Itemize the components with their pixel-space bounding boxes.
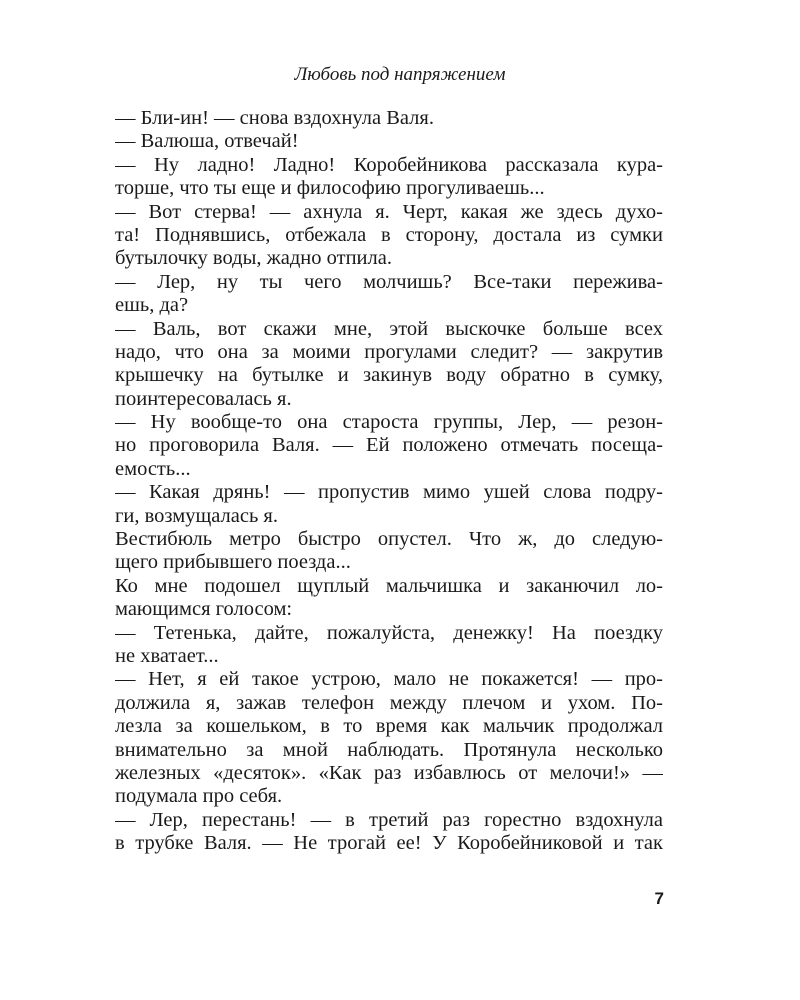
text-line: — Валюша, отвечай!	[115, 130, 299, 153]
page-number: 7	[654, 889, 664, 908]
text-line: мающимся голосом:	[115, 598, 293, 621]
text-line: та! Поднявшись, отбежала в сторону, достала из сумки	[115, 223, 663, 246]
text-line: в трубке Валя. — Не трогай ее! У Коробейниковой и так	[115, 832, 663, 855]
text-line: — Бли-ин! — снова вздохнула Валя.	[115, 107, 434, 129]
text-line: надо, что она за моими прогулами следит? — закрутив	[115, 340, 663, 363]
text-line: — Тетенька, дайте, пожалуйста, денежку! На поездку	[115, 621, 663, 644]
text-line: не хватает...	[115, 644, 219, 667]
text-line: внимательно за мной наблюдать. Протянула несколько	[115, 738, 663, 761]
text-line: ешь, да?	[115, 294, 189, 317]
text-line: Вестибюль метро быстро опустел. Что ж, до следую-	[115, 528, 663, 551]
text-line: — Валь, вот скажи мне, этой выскочке больше всех	[115, 317, 663, 340]
text-line: щего прибывшего поезда...	[115, 551, 351, 574]
text-line: ги, возмущалась я.	[115, 504, 278, 527]
text-line: железных «десяток». «Как раз избавлюсь от мелочи!» —	[115, 761, 663, 784]
text-line: — Ну ладно! Ладно! Коробейникова рассказала кура-	[115, 153, 663, 176]
text-line: поинтересовалась я.	[115, 387, 292, 410]
text-line: — Какая дрянь! — пропустив мимо ушей слова подру-	[115, 481, 663, 504]
text-line: — Лер, перестань! — в третий раз горестно вздохнула	[115, 808, 663, 831]
text-line: лезла за кошельком, в то время как мальчик продолжал	[115, 715, 663, 738]
text-line: торше, что ты еще и философию прогуливаешь...	[115, 177, 545, 200]
text-line: емость...	[115, 457, 191, 480]
text-line: Ко мне подошел щуплый мальчишка и заканючил ло-	[115, 574, 663, 597]
text-line: — Нет, я ей такое устрою, мало не покажется! — про-	[115, 668, 663, 691]
text-line: — Вот стерва! — ахнула я. Черт, какая же здесь духо-	[115, 200, 663, 223]
text-line: подумала про себя.	[115, 785, 283, 808]
text-line: крышечку на бутылке и закинув воду обратно в сумку,	[115, 364, 663, 387]
text-line: — Лер, ну ты чего молчишь? Все-таки пережива-	[115, 270, 663, 293]
running-header: Любовь под напряжением	[294, 64, 506, 85]
text-line: — Ну вообще-то она староста группы, Лер, — резон-	[115, 411, 663, 434]
text-line: но проговорила Валя. — Ей положено отмечать посеща-	[115, 434, 663, 457]
text-line: бутылочку воды, жадно отпила.	[115, 247, 392, 270]
book-text	[115, 107, 663, 856]
text-line: должила я, зажав телефон между плечом и ухом. По-	[115, 691, 663, 714]
